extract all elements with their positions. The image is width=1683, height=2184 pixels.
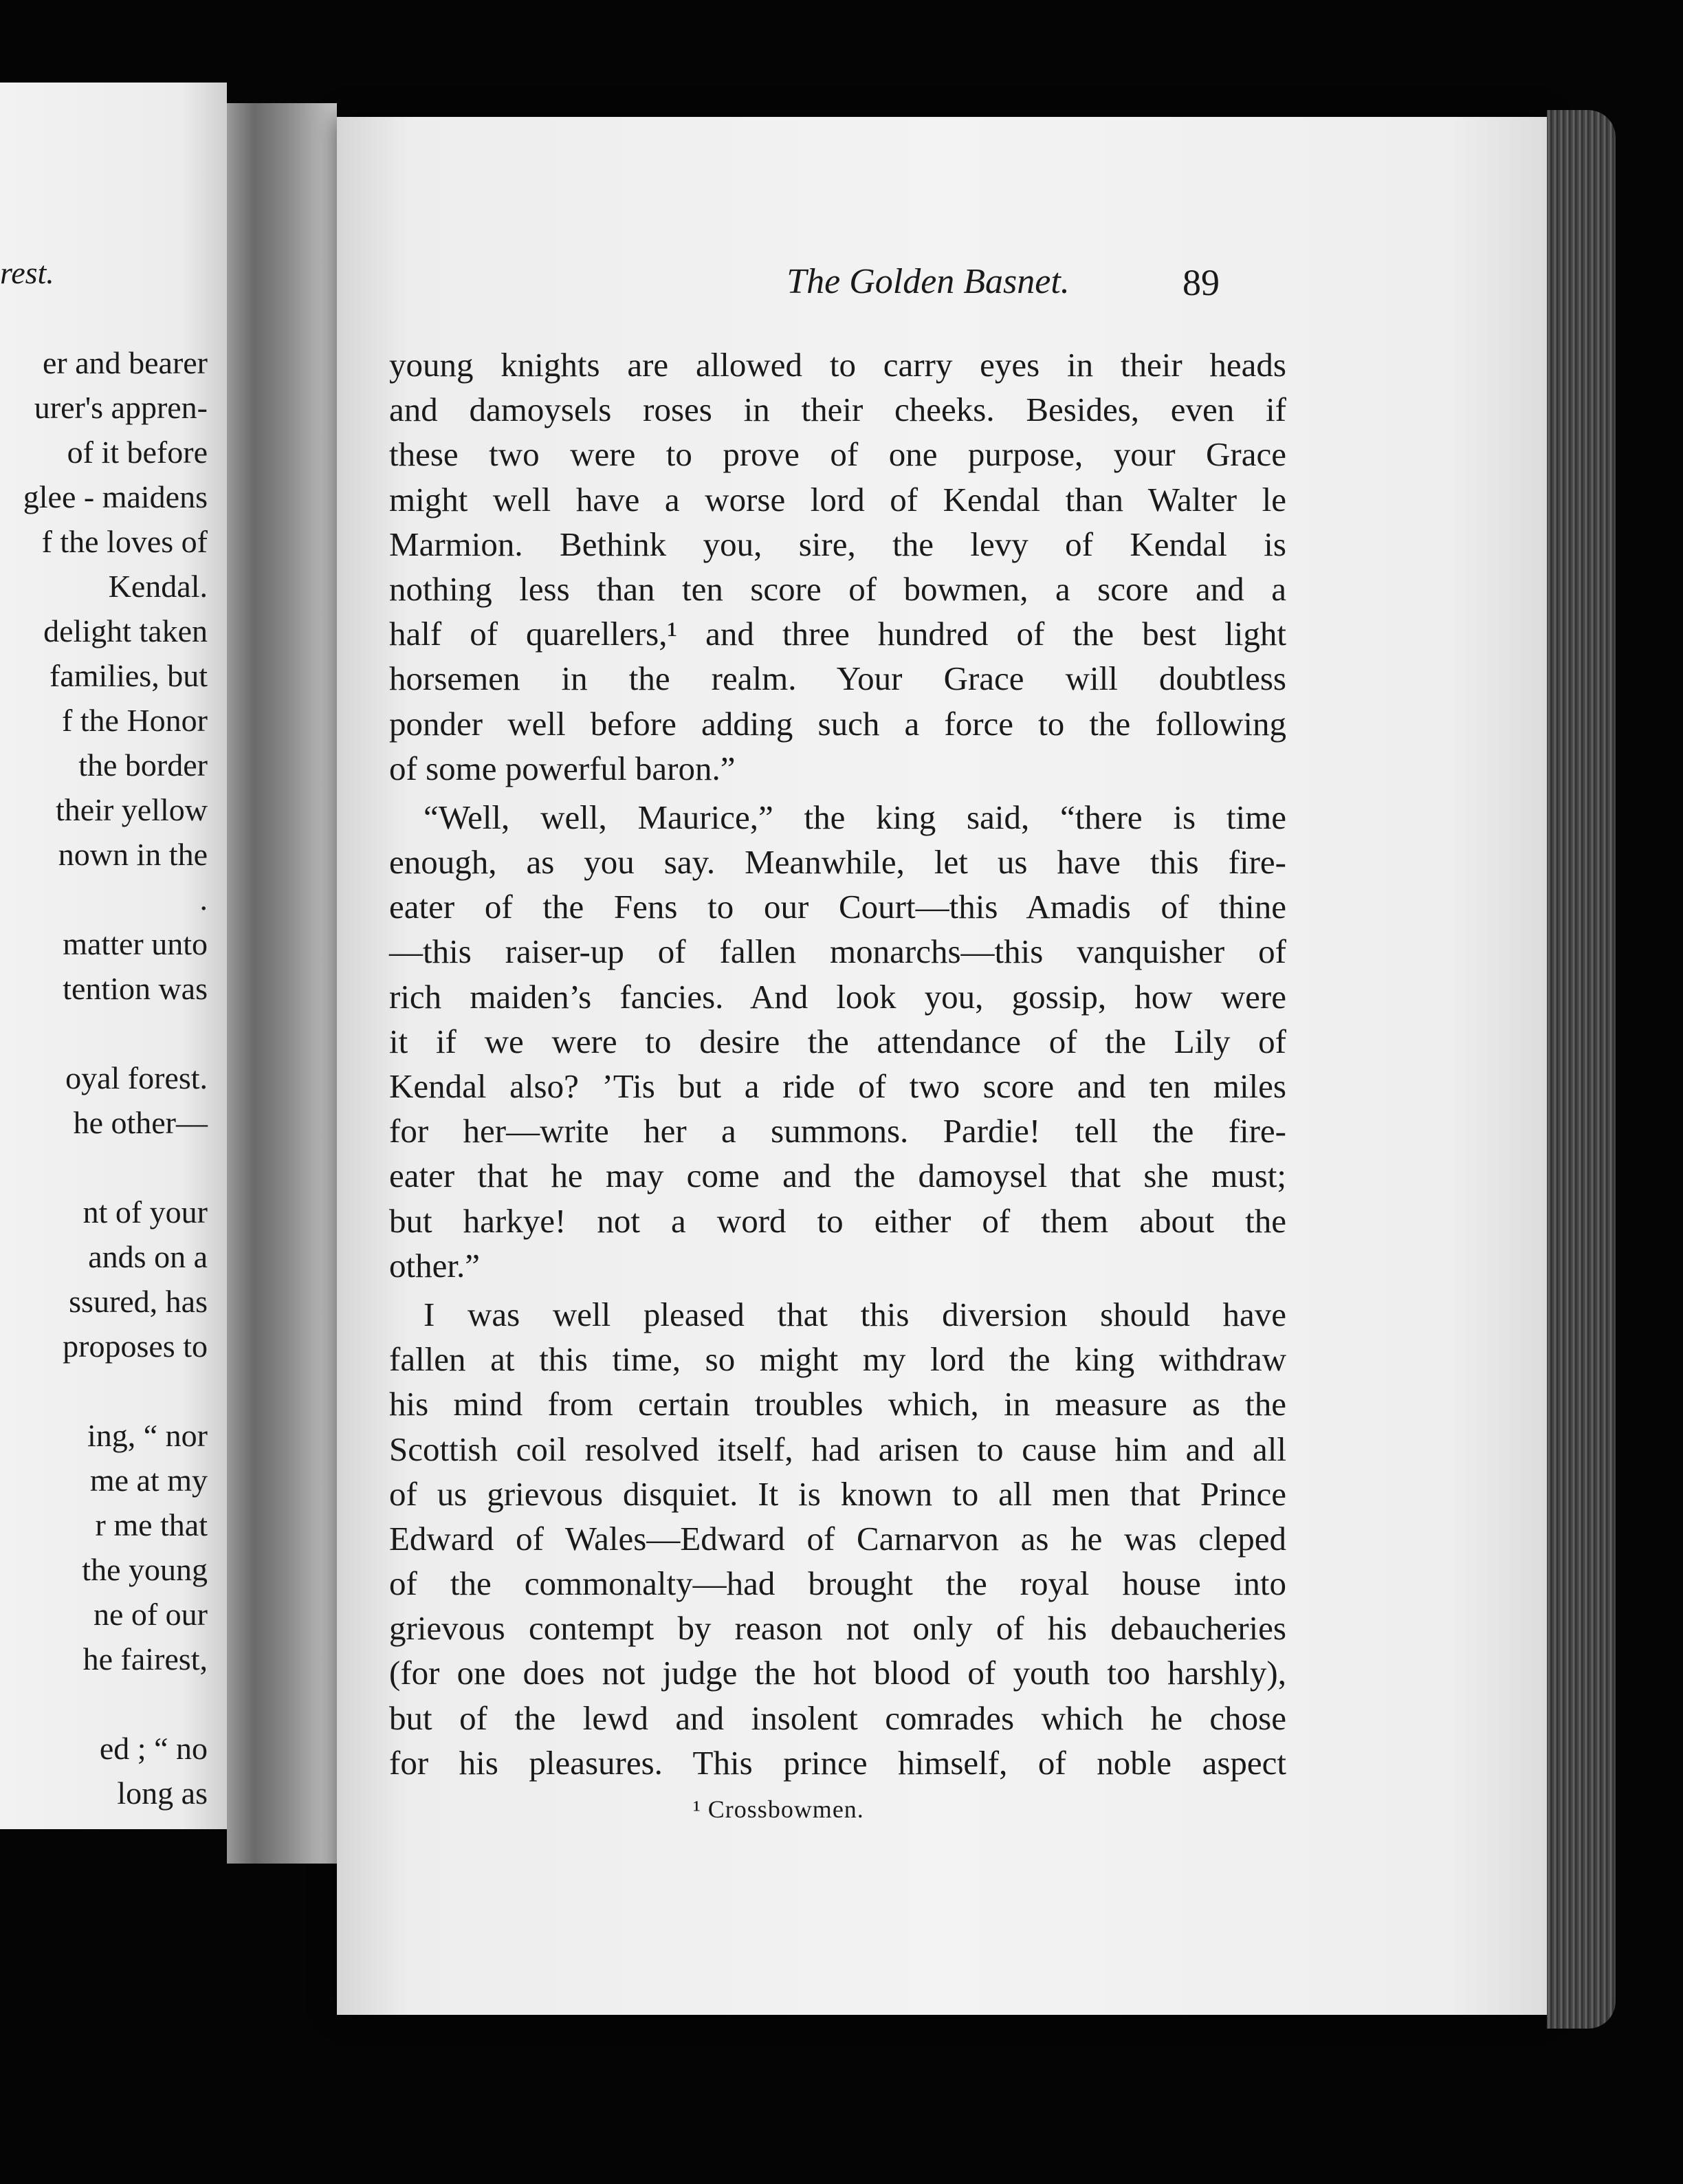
left-page — [0, 83, 227, 1829]
left-page-line: families, but — [50, 658, 208, 693]
body-line: young knights are allowed to carry eyes in their heads — [389, 346, 1286, 384]
body-line: Marmion. Bethink you, sire, the levy of Kendal is — [389, 525, 1286, 563]
left-page-line: he fairest, — [82, 1641, 208, 1677]
body-line: other.” — [389, 1246, 480, 1285]
body-line: these two were to prove of one purpose, your Grace — [389, 435, 1286, 474]
left-page-line: er and bearer — [42, 345, 208, 380]
body-line: eater that he may come and the damoysel that she must; — [389, 1157, 1286, 1195]
left-page-line: nown in the — [58, 837, 208, 872]
body-line: for her—write her a summons. Pardie! tell the fire- — [389, 1112, 1286, 1150]
left-page-line: ne of our — [93, 1597, 208, 1632]
page-header — [337, 261, 1547, 303]
left-page-line: f the loves of — [41, 524, 208, 559]
left-page-line: glee - maidens — [23, 479, 208, 514]
footnote: ¹ Crossbowmen. — [693, 1795, 864, 1823]
left-page-line: ssured, has — [69, 1284, 208, 1319]
left-page-line: matter unto — [63, 926, 208, 961]
body-line: but of the lewd and insolent comrades which he chose — [389, 1699, 1286, 1737]
body-line: of the commonalty—had brought the royal house into — [389, 1564, 1286, 1603]
body-line: half of quarellers,¹ and three hundred of the best light — [389, 615, 1286, 653]
left-page-line: the border — [78, 747, 208, 783]
page-edges — [1547, 110, 1616, 2029]
left-running-title: rest. — [0, 255, 54, 290]
left-page-line: tention was — [63, 971, 208, 1006]
left-page-line: of it before — [67, 435, 208, 470]
body-line: Scottish coil resolved itself, had arisen to cause him and all — [389, 1430, 1286, 1468]
left-page-line: ands on a — [88, 1239, 208, 1274]
body-text — [389, 342, 1286, 1785]
body-line: it if we were to desire the attendance of the Lily of — [389, 1022, 1286, 1060]
body-line: “Well, well, Maurice,” the king said, “there is time — [424, 798, 1286, 836]
left-page-line: ed ; “ no — [99, 1731, 208, 1766]
body-line: might well have a worse lord of Kendal than Walter le — [389, 480, 1286, 518]
page-number: 89 — [1182, 262, 1220, 303]
left-page-line: ing, “ nor — [87, 1418, 208, 1453]
body-line: his mind from certain troubles which, in measure as the — [389, 1385, 1286, 1423]
body-line: enough, as you say. Meanwhile, let us have this fire- — [389, 843, 1286, 882]
body-line: of us grievous disquiet. It is known to all men that Prince — [389, 1474, 1286, 1513]
body-line: eater of the Fens to our Court—this Amadis of thine — [389, 888, 1286, 926]
left-page-line: Kendal. — [108, 569, 208, 604]
left-page-line: delight taken — [43, 613, 208, 648]
body-line: Edward of Wales—Edward of Carnarvon as he was cleped — [389, 1519, 1286, 1558]
body-line: rich maiden’s fancies. And look you, gossip, how were — [389, 977, 1286, 1016]
body-line: but harkye! not a word to either of them about the — [389, 1201, 1286, 1240]
body-line: nothing less than ten score of bowmen, a score and a — [389, 569, 1286, 608]
left-page-line: proposes to — [63, 1329, 208, 1364]
book-gutter — [227, 103, 337, 1864]
body-line: of some powerful baron.” — [389, 749, 736, 787]
body-line: and damoysels roses in their cheeks. Besides, even if — [389, 391, 1286, 429]
body-line: Kendal also? ’Tis but a ride of two score and ten miles — [389, 1067, 1286, 1105]
left-page-line: . — [199, 882, 208, 917]
left-page-line: f the Honor — [61, 703, 208, 738]
body-line: ponder well before adding such a force to the following — [389, 704, 1286, 743]
left-page-line: their yellow — [56, 792, 208, 827]
left-page-line: nt of your — [82, 1194, 208, 1230]
left-page-line: the young — [82, 1552, 208, 1587]
body-line: (for one does not judge the hot blood of youth too harshly), — [389, 1654, 1286, 1692]
body-line: —this raiser-up of fallen monarchs—this vanquisher of — [389, 932, 1286, 971]
left-page-line: me at my — [89, 1463, 208, 1498]
body-line: fallen at this time, so might my lord the king withdraw — [389, 1340, 1286, 1379]
body-line: grievous contempt by reason not only of his debaucheries — [389, 1609, 1286, 1648]
left-page-line: r me that — [95, 1507, 208, 1542]
left-page-line: oyal forest. — [65, 1060, 208, 1095]
left-page-line: he other— — [73, 1105, 208, 1140]
body-line: horsemen in the realm. Your Grace will doubtless — [389, 659, 1286, 698]
right-page — [337, 117, 1547, 2015]
running-title: The Golden Basnet. — [786, 262, 1070, 301]
left-page-line: long as — [117, 1776, 208, 1811]
left-page-line: urer's appren- — [34, 390, 208, 425]
body-line: for his pleasures. This prince himself, of noble aspect — [389, 1743, 1286, 1782]
body-line: I was well pleased that this diversion should have — [424, 1295, 1286, 1333]
